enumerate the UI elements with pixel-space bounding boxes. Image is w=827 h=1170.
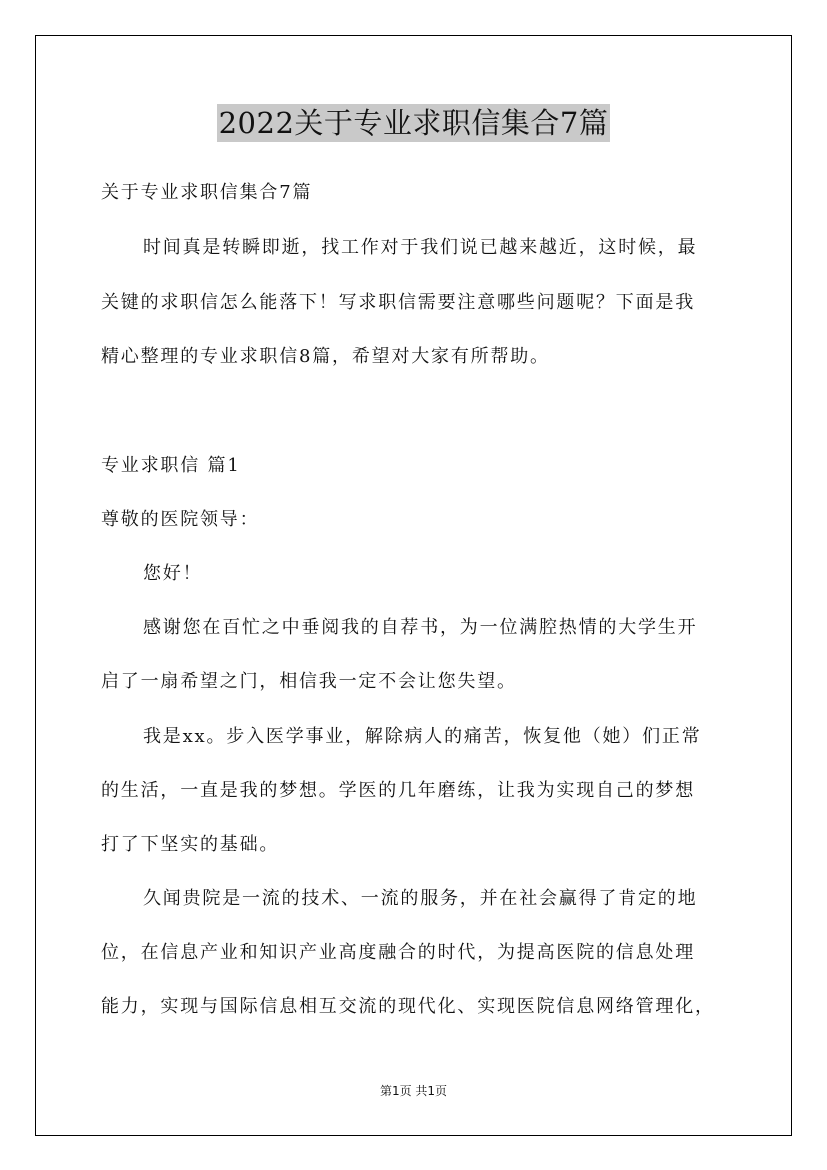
paragraph2-line-2: 的生活，一直是我的梦想。学医的几年磨练，让我为实现自己的梦想 [101, 780, 695, 801]
intro-line-1: 时间真是转瞬即逝，找工作对于我们说已越来越近，这时候，最 [143, 237, 698, 258]
page-footer: 第1页 共1页 [379, 1084, 448, 1098]
intro-line-2: 关键的求职信怎么能落下！写求职信需要注意哪些问题呢？下面是我 [101, 292, 695, 313]
paragraph3-line-1: 久闻贵院是一流的技术、一流的服务，并在社会赢得了肯定的地 [143, 888, 698, 909]
document-subtitle: 关于专业求职信集合7篇 [101, 182, 313, 203]
salutation: 尊敬的医院领导： [101, 509, 260, 530]
intro-line-3: 精心整理的专业求职信8篇，希望对大家有所帮助。 [101, 346, 550, 367]
paragraph3-line-3: 能力，实现与国际信息相互交流的现代化、实现医院信息网络管理化， [101, 996, 715, 1017]
paragraph1-line-2: 启了一扇希望之门，相信我一定不会让您失望。 [101, 671, 517, 692]
section-heading: 专业求职信 篇1 [101, 455, 241, 476]
paragraph2-line-3: 打了下坚实的基础。 [101, 834, 280, 855]
document-title: 2022关于专业求职信集合7篇 [218, 106, 609, 140]
paragraph1-line-1: 感谢您在百忙之中垂阅我的自荐书，为一位满腔热情的大学生开 [143, 617, 698, 638]
title-container [0, 104, 827, 142]
greeting: 您好！ [143, 563, 203, 584]
paragraph2-line-1: 我是xx。步入医学事业，解除病人的痛苦，恢复他（她）们正常 [143, 726, 702, 747]
paragraph3-line-2: 位，在信息产业和知识产业高度融合的时代，为提高医院的信息处理 [101, 942, 695, 963]
